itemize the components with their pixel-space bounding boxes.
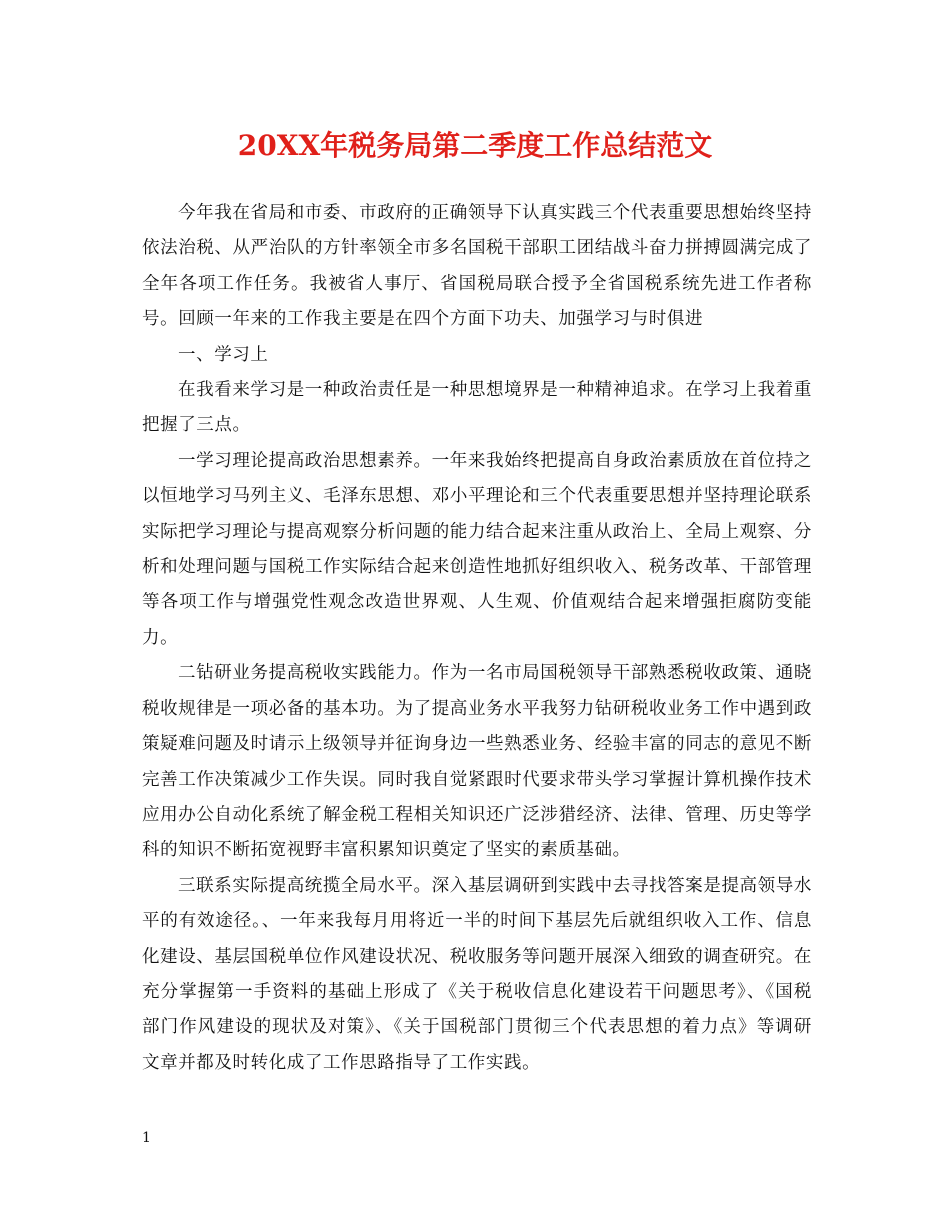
- paragraph-point-one: 一学习理论提高政治思想素养。一年来我始终把提高自身政治素质放在首位持之以恒地学习马列主义、毛泽东思想、邓小平理论和三个代表重要思想并坚持理论联系实际把学习理论与提高观察分析问题的能力结合起来注重从政治上、全局上观察、分析和处理问题与国税工作实际结合起来创造性地抓好组织收入、税务改革、干部管理等各项工作与增强党性观念改造世界观、人生观、价值观结合起来增强拒腐防变能力。: [142, 450, 812, 648]
- paragraph-intro: 今年我在省局和市委、市政府的正确领导下认真实践三个代表重要思想始终坚持依法治税、从严治队的方针率领全市多名国税干部职工团结战斗奋力拼搏圆满完成了全年各项工作任务。我被省人事厅、省国税局联合授予全省国税系统先进工作者称号。回顾一年来的工作我主要是在四个方面下功夫、加强学习与时俱进: [142, 203, 812, 330]
- paragraph-point-two: 二钻研业务提高税收实践能力。作为一名市局国税领导干部熟悉税收政策、通晓税收规律是一项必备的基本功。为了提高业务水平我努力钻研税收业务工作中遇到政策疑难问题及时请示上级领导并征询身边一些熟悉业务、经验丰富的同志的意见不断完善工作决策减少工作失误。同时我自觉紧跟时代要求带头学习掌握计算机操作技术应用办公自动化系统了解金税工程相关知识还广泛涉猎经济、法律、管理、历史等学科的知识不断拓宽视野丰富积累知识奠定了坚实的素质基础。: [142, 663, 812, 861]
- paragraph-study-overview: 在我看来学习是一种政治责任是一种思想境界是一种精神追求。在学习上我着重把握了三点。: [142, 380, 812, 436]
- page-number: 1: [142, 1130, 151, 1146]
- section-heading-study: 一、学习上: [178, 344, 269, 365]
- document-body: [142, 196, 812, 1081]
- paragraph-point-three: 三联系实际提高统揽全局水平。深入基层调研到实践中去寻找答案是提高领导水平的有效途径。、一年来我每月用将近一半的时间下基层先后就组织收入工作、信息化建设、基层国税单位作风建设状况、税收服务等问题开展深入细致的调查研究。在充分掌握第一手资料的基础上形成了《关于税收信息化建设若干问题思考》、《国税部门作风建设的现状及对策》、《关于国税部门贯彻三个代表思想的着力点》等调研文章并都及时转化成了工作思路指导了工作实践。: [142, 875, 812, 1073]
- document-title: 20XX年税务局第二季度工作总结范文: [237, 129, 713, 162]
